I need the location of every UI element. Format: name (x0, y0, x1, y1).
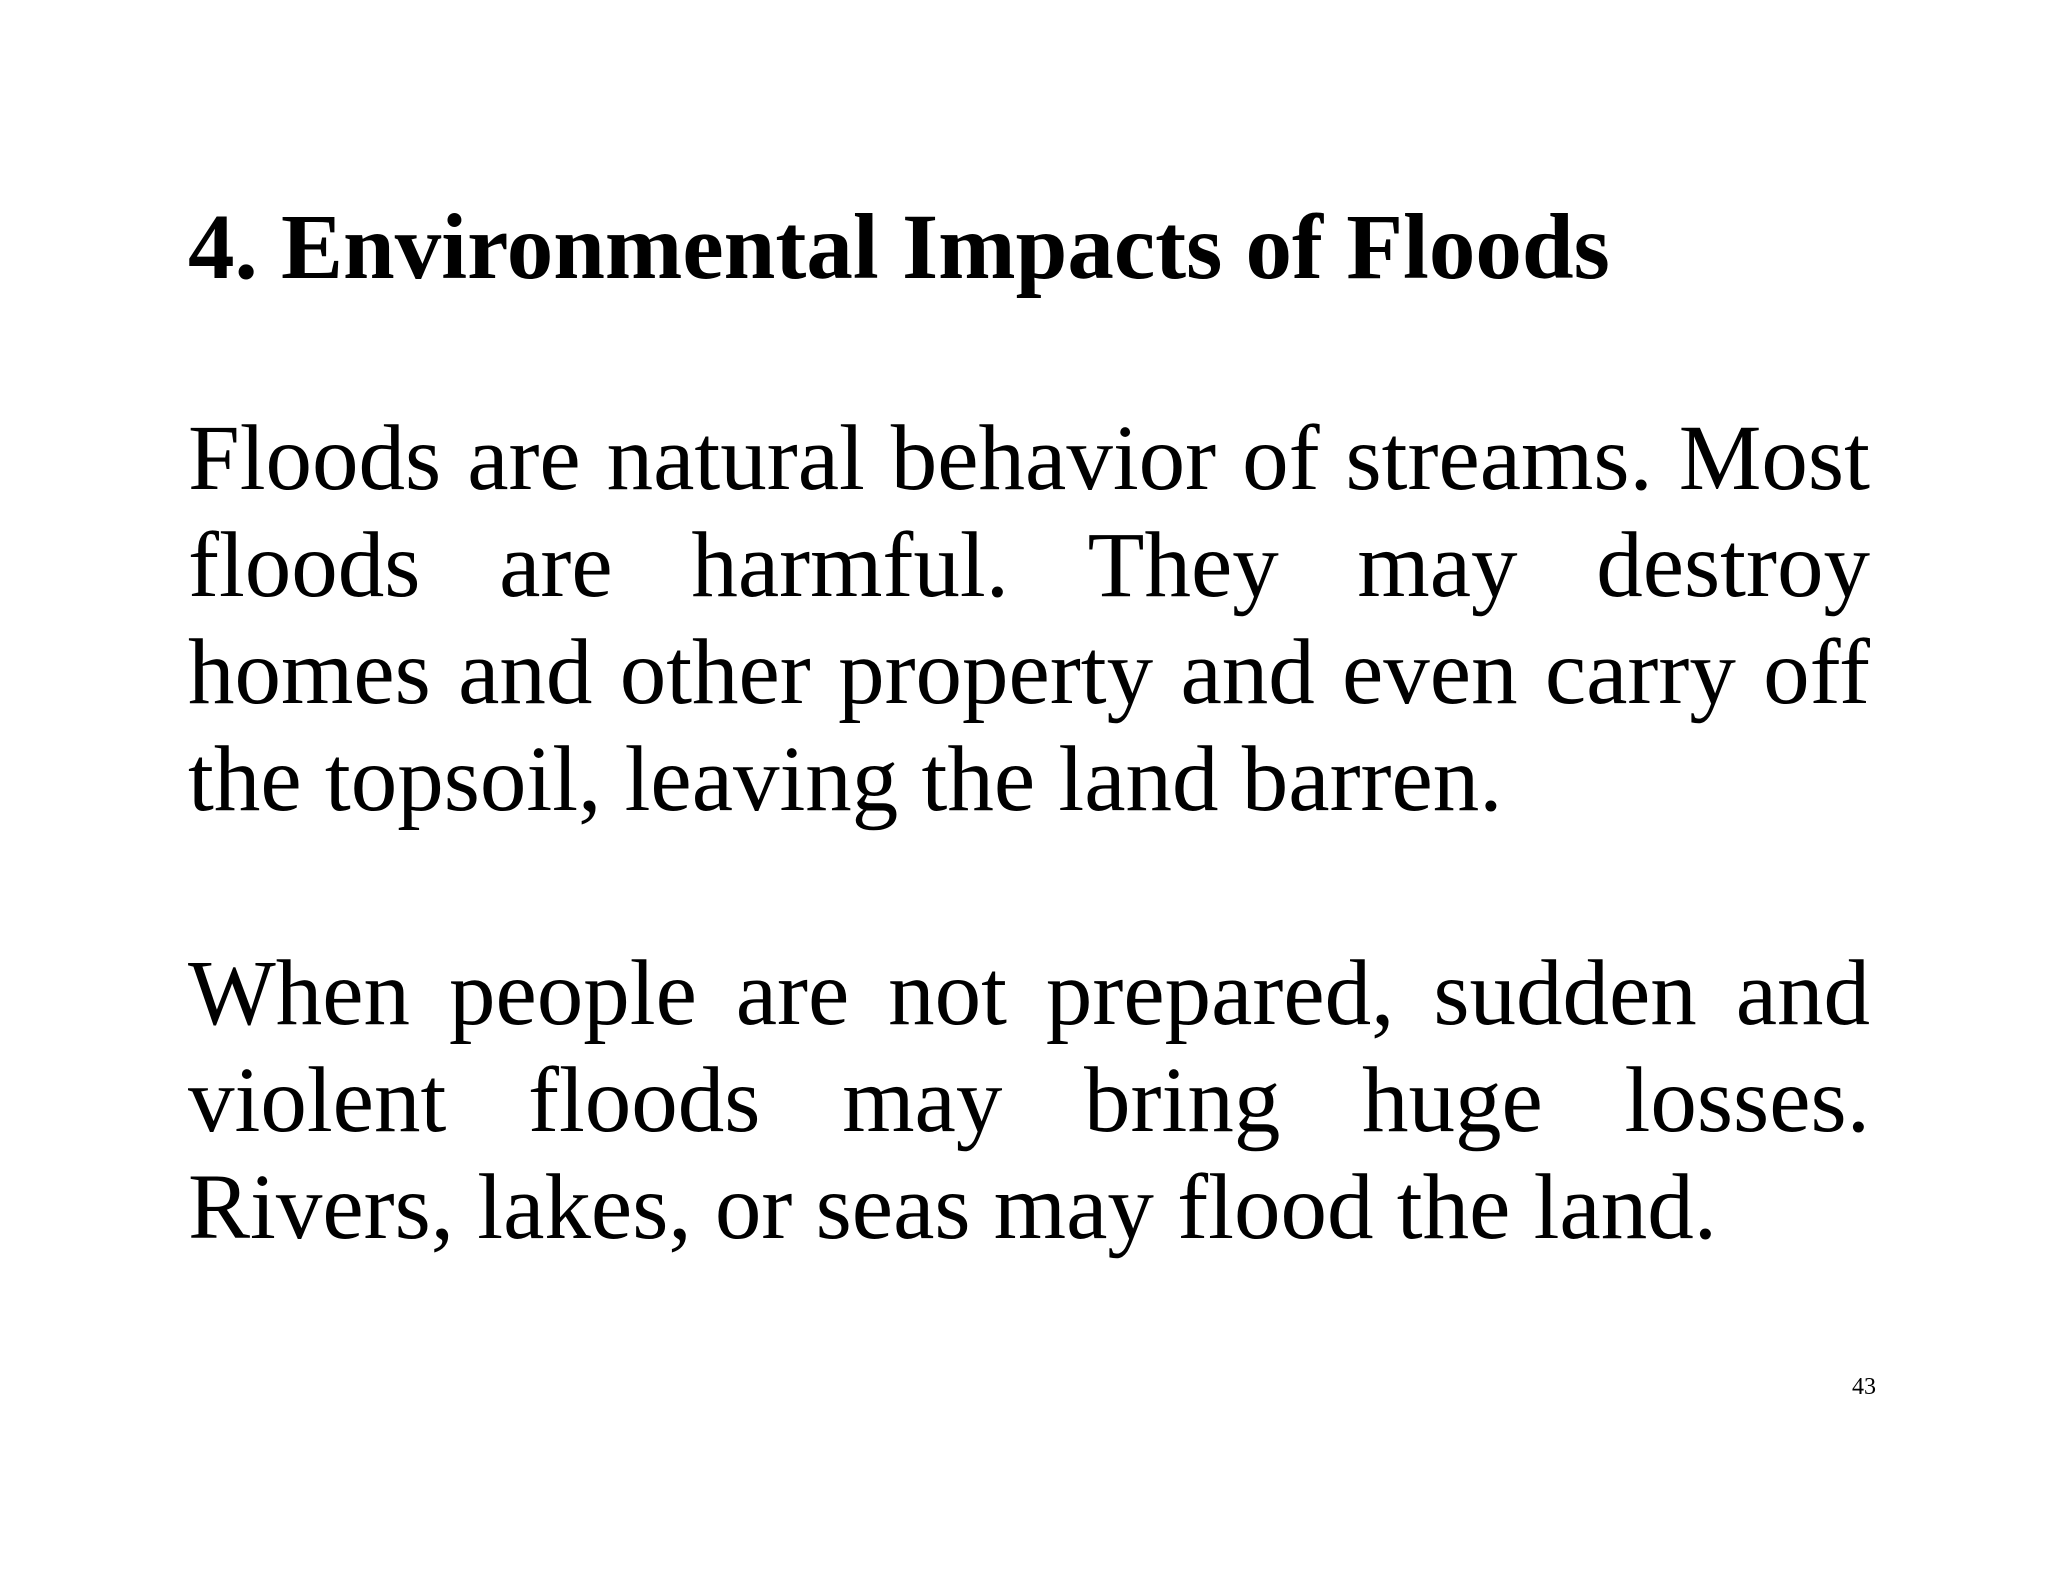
word: homes (188, 621, 431, 724)
word: Most (1678, 407, 1870, 510)
word: prepared, (1045, 942, 1395, 1045)
word: behavior (890, 407, 1217, 510)
word: other (619, 621, 811, 724)
word: sudden (1433, 942, 1697, 1045)
word: property (838, 621, 1154, 724)
text-line-last: the topsoil, leaving the land barren. (188, 728, 1503, 831)
word: streams. (1345, 407, 1653, 510)
word: When (188, 942, 411, 1045)
word: huge (1362, 1049, 1543, 1152)
word: and (458, 621, 593, 724)
paragraph-unprepared-people (188, 940, 1870, 1261)
word: may (1357, 514, 1518, 617)
word: floods (188, 514, 421, 617)
word: people (448, 942, 697, 1045)
word: carry (1544, 621, 1736, 724)
word: not (888, 942, 1008, 1045)
word: even (1342, 621, 1518, 724)
word: natural (606, 407, 865, 510)
text-line (188, 405, 1870, 512)
text-line (188, 1047, 1870, 1154)
text-line-last: Rivers, lakes, or seas may flood the land. (188, 1156, 1717, 1259)
text-line (188, 940, 1870, 1047)
word: may (842, 1049, 1003, 1152)
word: of (1242, 407, 1320, 510)
word: and (1735, 942, 1870, 1045)
word: are (467, 407, 581, 510)
paragraph-floods-natural (188, 405, 1870, 833)
word: destroy (1596, 514, 1870, 617)
word: losses. (1624, 1049, 1870, 1152)
word: Floods (188, 407, 442, 510)
word: bring (1084, 1049, 1281, 1152)
word: floods (528, 1049, 761, 1152)
word: They (1087, 514, 1279, 617)
text-line (188, 619, 1870, 726)
page-number: 43 (1852, 1374, 1876, 1400)
word: off (1763, 621, 1870, 724)
word: are (735, 942, 850, 1045)
text-line (188, 512, 1870, 619)
word: violent (188, 1049, 447, 1152)
word: are (499, 514, 613, 617)
word: and (1180, 621, 1315, 724)
slide-title: 4. Environmental Impacts of Floods (188, 196, 1610, 299)
word: harmful. (691, 514, 1009, 617)
